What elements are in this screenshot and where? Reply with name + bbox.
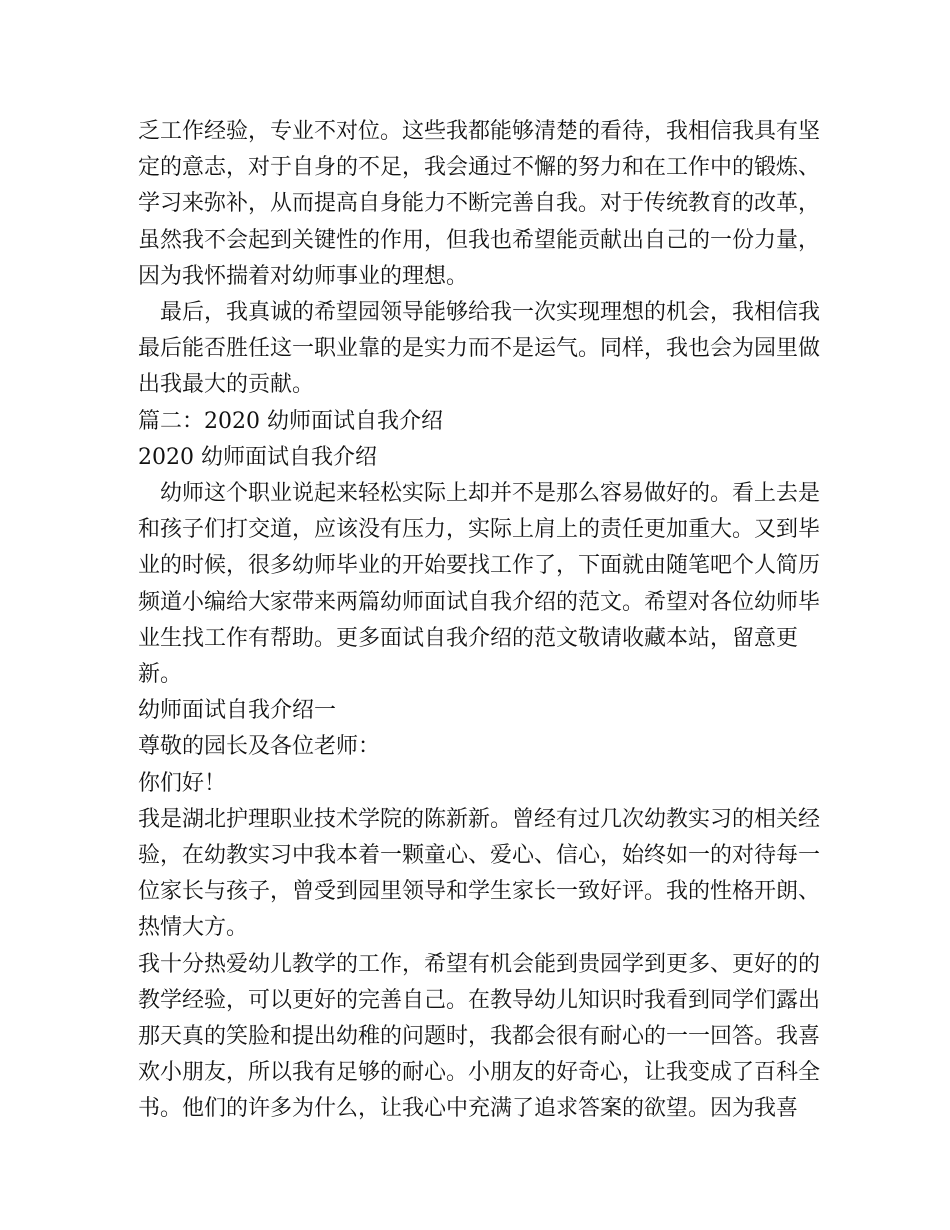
greeting-salutation: 尊敬的园长及各位老师： <box>138 734 381 760</box>
paragraph-intro-continued: 乏工作经验，专业不对位。这些我都能够清楚的看待，我相信我具有坚定的意志，对于自身的不足，我会通过不懈的努力和在工作中的锻炼、学习来弥补，从而提高自身能力不断完善自我。对于传统教育的改革，虽然我不会起到关键性的作用，但我也希望能贡献出自己的一份力量，因为我怀揣着对幼师事业的理想。 <box>138 119 821 289</box>
article-title: 2020 幼师面试自我介绍 <box>138 444 377 470</box>
paragraph-passion: 我十分热爱幼儿教学的工作，希望有机会能到贵园学到更多、更好的的教学经验，可以更好的完善自己。在教导幼儿知识时我看到同学们露出那天真的笑脸和提出幼稚的问题时，我都会很有耐心的一一回答。我喜欢小朋友，所以我有足够的耐心。小朋友的好奇心，让我变成了百科全书。他们的许多为什么，让我心中充满了追求答案的欲望。因为我喜 <box>138 951 821 1122</box>
document-body <box>138 114 828 1128</box>
section-heading: 篇二：2020 幼师面试自我介绍 <box>138 408 443 434</box>
sample-title: 幼师面试自我介绍一 <box>138 698 337 724</box>
paragraph-self-intro: 我是湖北护理职业技术学院的陈新新。曾经有过几次幼教实习的相关经验，在幼教实习中我本着一颗童心、爱心、信心，始终如一的对待每一位家长与孩子，曾受到园里领导和学生家长一致好评。我的性格开朗、热情大方。 <box>138 806 821 941</box>
paragraph-closing: 最后，我真诚的希望园领导能够给我一次实现理想的机会，我相信我最后能否胜任这一职业靠的是实力而不是运气。同样，我也会为园里做出我最大的贡献。 <box>138 300 821 398</box>
paragraph-preface: 幼师这个职业说起来轻松实际上却并不是那么容易做好的。看上去是和孩子们打交道，应该没有压力，实际上肩上的责任更加重大。又到毕业的时候，很多幼师毕业的开始要找工作了，下面就由随笔吧个人简历频道小编给大家带来两篇幼师面试自我介绍的范文。希望对各位幼师毕业生找工作有帮助。更多面试自我介绍的范文敬请收藏本站，留意更新。 <box>138 481 821 688</box>
greeting-hello: 你们好！ <box>138 770 227 796</box>
